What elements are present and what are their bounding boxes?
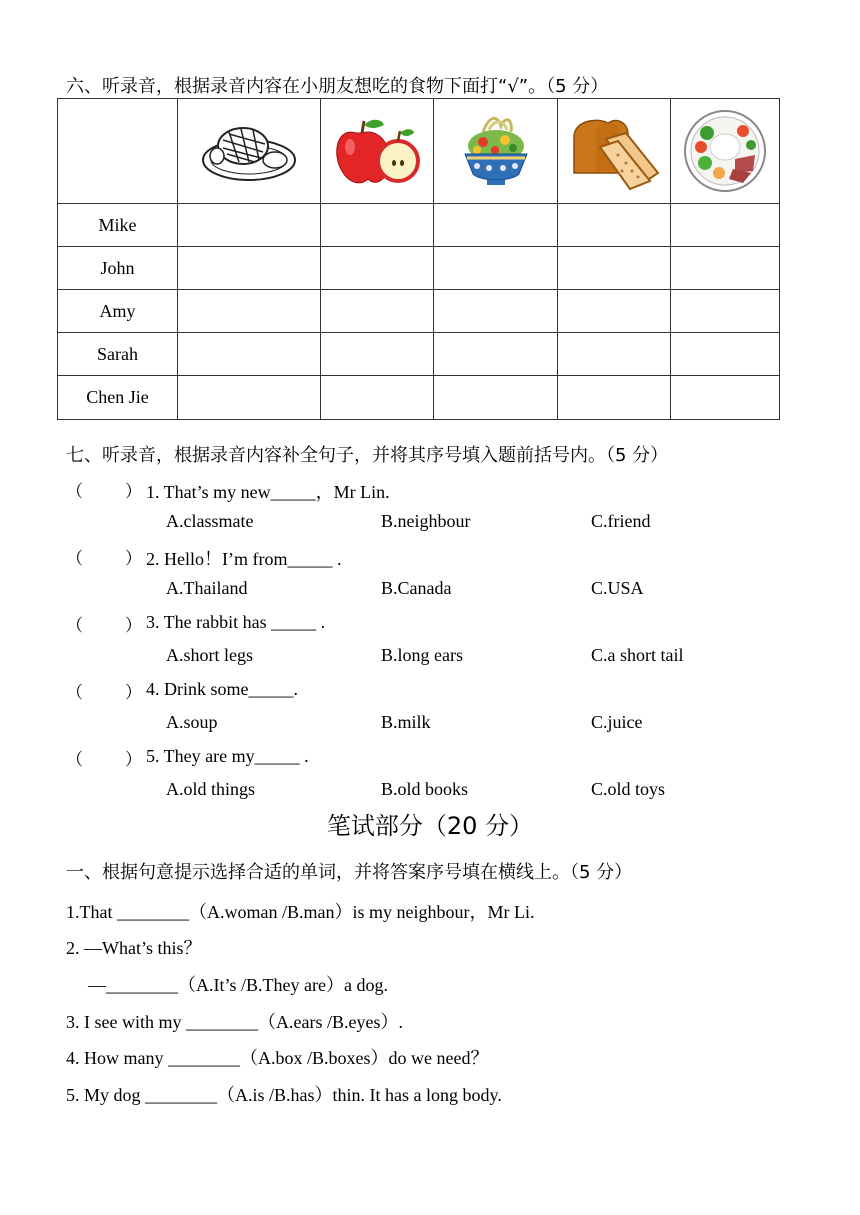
question-text: 2. Hello！I’m from_____ . [146,549,342,569]
option-c: C.USA [591,578,644,598]
check-cell[interactable] [178,376,321,420]
option-b: B.neighbour [381,511,471,531]
steak-icon [199,116,299,186]
check-cell[interactable] [434,204,558,247]
salad-icon [453,110,539,192]
answer-paren-open: （ [66,616,83,636]
answer-paren-close: ） [125,549,142,569]
answer-blank[interactable] [94,545,124,567]
food-cell-apples [321,99,434,204]
written-question: 1.That ________（A.woman /B.man）is my neighbour，Mr Li. [66,902,535,922]
check-cell[interactable] [434,247,558,290]
table-row [58,204,780,247]
option-c: C.old toys [591,779,666,799]
option-c: C.juice [591,712,643,732]
option-c: C.a short tail [591,645,684,665]
option-b: B.Canada [381,578,452,598]
name-cell: Mike [58,204,178,247]
written-section1-title: 一、根据句意提示选择合适的单词，并将答案序号填在横线上。（5 分） [66,862,633,883]
check-cell[interactable] [671,204,780,247]
answer-blank[interactable] [94,746,124,768]
answer-paren-close: ） [125,482,142,502]
section6-title: 六、听录音，根据录音内容在小朋友想吃的食物下面打“√”。（5 分） [66,76,609,97]
check-cell[interactable] [178,247,321,290]
check-cell[interactable] [558,204,671,247]
question-text: 1. That’s my new_____，Mr Lin. [146,482,390,502]
check-cell[interactable] [321,333,434,376]
food-cell-salad [434,99,558,204]
answer-paren-open: （ [66,750,83,770]
rice-plate-icon [683,109,767,193]
check-cell[interactable] [558,376,671,420]
check-cell[interactable] [178,333,321,376]
table-row [58,247,780,290]
check-cell[interactable] [558,333,671,376]
apples-icon [332,115,422,187]
name-cell: John [58,247,178,290]
option-b: B.milk [381,712,431,732]
answer-paren-close: ） [125,750,142,770]
answer-blank[interactable] [94,679,124,701]
written-question: 4. How many ________（A.box /B.boxes）do we need？ [66,1048,489,1068]
food-cell-steak [178,99,321,204]
check-cell[interactable] [671,247,780,290]
table-row [58,376,780,420]
check-cell[interactable] [558,290,671,333]
written-question: 3. I see with my ________（A.ears /B.eyes）. [66,1012,403,1032]
answer-paren-close: ） [125,683,142,703]
option-b: B.old books [381,779,469,799]
check-cell[interactable] [321,204,434,247]
answer-blank[interactable] [94,478,124,500]
check-cell[interactable] [178,290,321,333]
check-cell[interactable] [671,290,780,333]
written-part-heading: 笔试部分（20 分） [326,812,534,840]
option-c: C.friend [591,511,651,531]
check-cell[interactable] [671,376,780,420]
question-text: 4. Drink some_____. [146,679,298,699]
food-cell-rice-plate [671,99,780,204]
name-cell: Chen Jie [58,376,178,420]
check-cell[interactable] [671,333,780,376]
check-cell[interactable] [321,376,434,420]
check-cell[interactable] [178,204,321,247]
question-text: 5. They are my_____ . [146,746,309,766]
food-cell-bread [558,99,671,204]
written-question: 2. —What’s this？ [66,938,202,958]
section7-title: 七、听录音，根据录音内容补全句子，并将其序号填入题前括号内。（5 分） [66,445,669,466]
answer-paren-open: （ [66,482,83,502]
check-cell[interactable] [434,290,558,333]
check-cell[interactable] [558,247,671,290]
table-row [58,333,780,376]
option-b: B.long ears [381,645,463,665]
check-cell[interactable] [434,333,558,376]
bread-icon [566,111,662,191]
answer-paren-open: （ [66,683,83,703]
answer-paren-open: （ [66,549,83,569]
check-cell[interactable] [321,290,434,333]
check-cell[interactable] [434,376,558,420]
food-table [57,98,780,420]
table-header-row [58,99,780,204]
name-cell: Amy [58,290,178,333]
written-question: —________（A.It’s /B.They are）a dog. [88,975,388,995]
question-text: 3. The rabbit has _____ . [146,612,326,632]
written-question: 5. My dog ________（A.is /B.has）thin. It has a long body. [66,1085,502,1105]
option-a: A.classmate [166,511,254,531]
check-cell[interactable] [321,247,434,290]
option-a: A.soup [166,712,218,732]
option-a: A.short legs [166,645,253,665]
option-a: A.old things [166,779,256,799]
name-cell: Sarah [58,333,178,376]
answer-paren-close: ） [125,616,142,636]
answer-blank[interactable] [94,612,124,634]
table-row [58,290,780,333]
corner-cell [58,99,178,204]
option-a: A.Thailand [166,578,248,598]
